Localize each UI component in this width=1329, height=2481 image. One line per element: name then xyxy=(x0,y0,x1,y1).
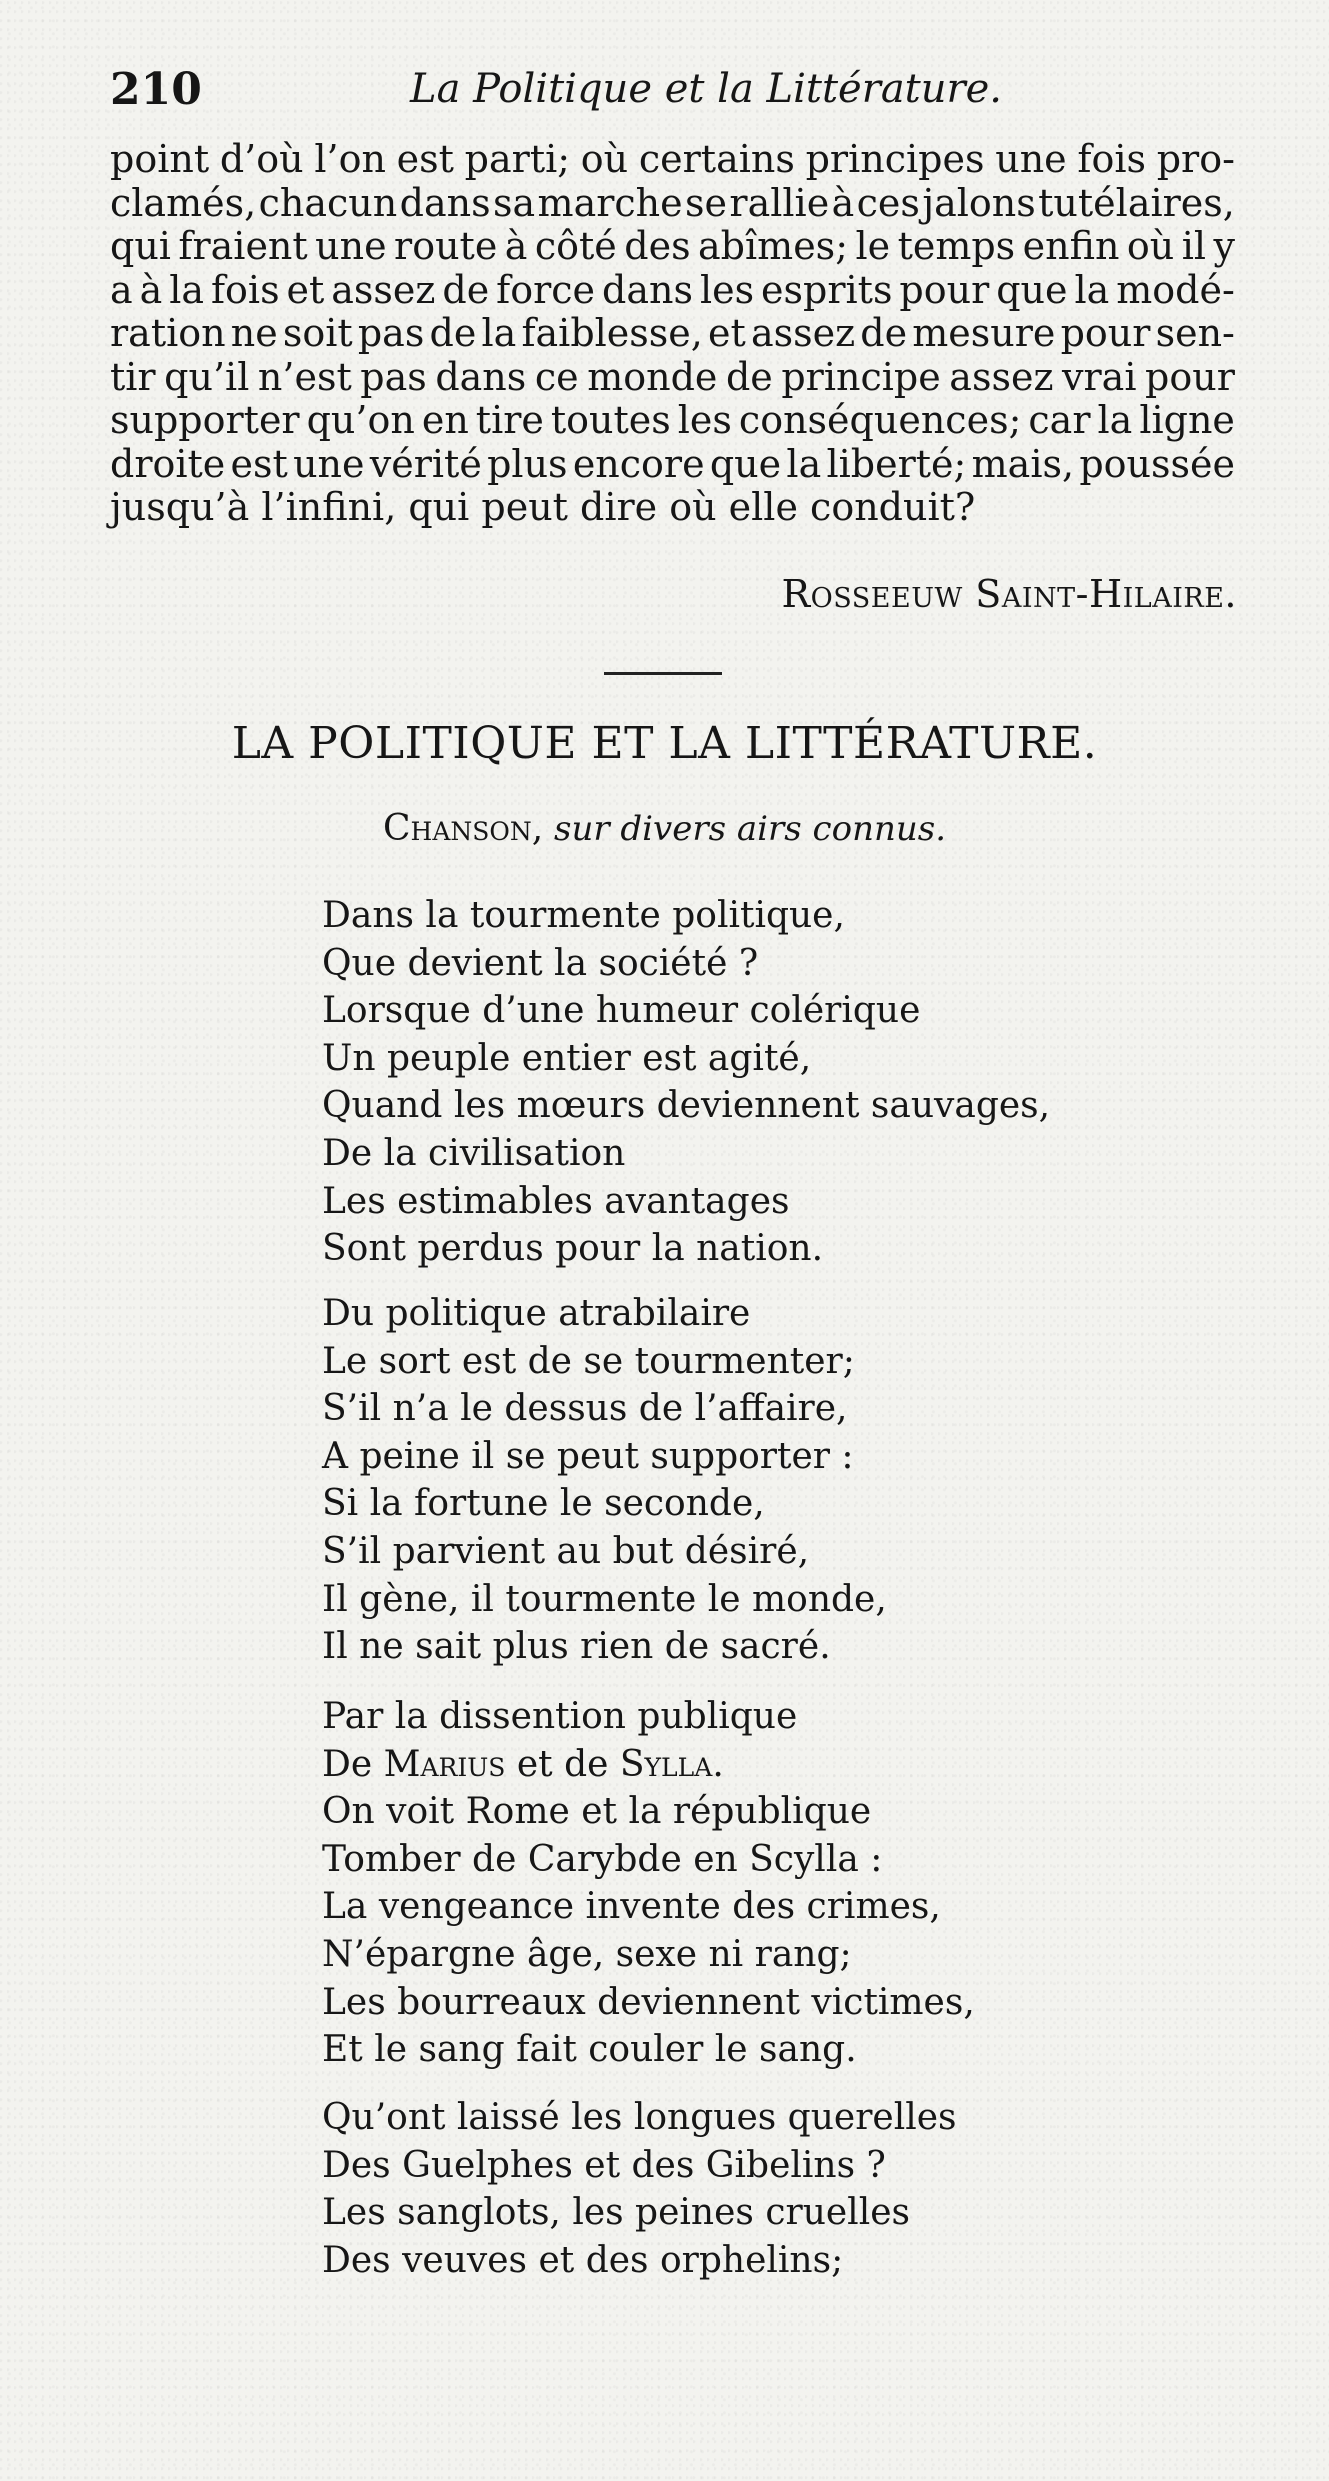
prose-word: ligne xyxy=(1139,398,1235,442)
prose-line xyxy=(110,443,1235,487)
prose-word: monde xyxy=(587,354,718,399)
verse-line: S’il n’a le dessus de l’affaire, xyxy=(322,1388,848,1430)
prose-word: esprits xyxy=(761,267,893,312)
prose-word: il xyxy=(1181,224,1206,268)
prose-word: assez xyxy=(750,311,856,355)
prose-word: et xyxy=(286,267,325,312)
prose-word: car xyxy=(1028,398,1091,442)
prose-word: a xyxy=(110,267,133,312)
prose-word: est xyxy=(396,137,454,181)
prose-word: est xyxy=(230,441,288,486)
verse-line: Dans la tourmente politique, xyxy=(322,895,845,936)
prose-word: une xyxy=(995,137,1067,181)
prose-word: qu’il xyxy=(164,354,250,399)
verse-line: Lorsque d’une humeur colérique xyxy=(322,990,921,1032)
prose-word: de xyxy=(429,311,477,355)
prose-word: de xyxy=(725,354,773,399)
verse-line: Et le sang fait couler le sang. xyxy=(322,2029,857,2071)
prose-word: l’on xyxy=(314,137,386,181)
verse-line: S’il parvient au but désiré, xyxy=(322,1530,810,1572)
prose-word: la xyxy=(169,267,205,312)
prose-word: encore xyxy=(572,441,705,486)
prose-word: faiblesse, xyxy=(521,311,703,355)
prose-line xyxy=(110,225,1235,269)
prose-word: et xyxy=(708,311,746,355)
prose-word: sa xyxy=(492,180,536,225)
prose-word: sen- xyxy=(1155,311,1235,355)
section-divider xyxy=(604,672,722,675)
prose-word: à xyxy=(139,267,163,312)
prose-word: pour xyxy=(899,267,990,312)
prose-word: chacun xyxy=(258,180,398,225)
verse-line: Si la fortune le seconde, xyxy=(322,1483,765,1525)
prose-word: les xyxy=(677,398,732,442)
prose-word: d’où xyxy=(219,137,304,181)
verse-line: De la civilisation xyxy=(322,1132,626,1174)
verse-line: Du politique atrabilaire xyxy=(322,1293,751,1334)
poem-subtitle-tune: sur divers airs connus. xyxy=(554,809,947,849)
prose-word: pour xyxy=(1060,311,1151,355)
prose-word: plus xyxy=(487,441,568,486)
prose-word: la xyxy=(1074,267,1110,312)
prose-word: abîmes; xyxy=(698,224,848,268)
prose-word: ce xyxy=(534,354,579,399)
prose-word: parti; xyxy=(464,137,571,181)
verse-line: Par la dissention publique xyxy=(322,1696,798,1737)
verse-line: N’épargne âge, sexe ni rang; xyxy=(322,1933,852,1975)
prose-word: de xyxy=(860,311,908,355)
verse-line: Les bourreaux deviennent victimes, xyxy=(322,1981,975,2023)
verse-line: Des Guelphes et des Gibelins ? xyxy=(322,2144,886,2186)
prose-word: la xyxy=(1097,398,1133,442)
prose-line xyxy=(110,356,1235,400)
prose-line xyxy=(110,269,1235,313)
verse-line: Qu’ont laissé les longues querelles xyxy=(322,2097,957,2138)
prose-word: ration xyxy=(110,311,226,355)
prose-word: côté xyxy=(534,224,617,268)
prose-word: qu’on xyxy=(306,398,415,442)
page-number: 210 xyxy=(110,64,202,115)
verse-line: Sont perdus pour la nation. xyxy=(322,1228,824,1270)
prose-word: temps xyxy=(897,224,1016,268)
prose-word: les xyxy=(699,267,755,312)
verse-line: Il gène, il tourmente le monde, xyxy=(322,1578,887,1620)
prose-word: une xyxy=(293,441,365,486)
prose-word: route xyxy=(394,224,498,268)
prose-word: que xyxy=(996,267,1068,312)
verse-line: Il ne sait plus rien de sacré. xyxy=(322,1626,831,1668)
prose-word: vérité xyxy=(369,441,482,486)
prose-word: supporter xyxy=(110,398,300,442)
stanza-4 xyxy=(322,2094,1222,2284)
verse-line: On voit Rome et la république xyxy=(322,1791,872,1833)
prose-word: dans xyxy=(602,267,693,312)
prose-word: rallie xyxy=(729,180,830,225)
prose-line xyxy=(110,182,1235,226)
verse-fragment: et de xyxy=(505,1743,620,1785)
prose-line: jusqu’à l’infini, qui peut dire où elle conduit? xyxy=(110,485,976,529)
prose-word: poussée xyxy=(1079,441,1235,486)
verse-fragment: . xyxy=(712,1743,724,1785)
verse-line: La vengeance invente des crimes, xyxy=(322,1886,941,1928)
prose-word: jalons xyxy=(922,180,1036,225)
prose-word: principe xyxy=(781,354,941,399)
prose-word: en xyxy=(421,398,469,442)
prose-word: ne xyxy=(230,311,278,355)
prose-word: à xyxy=(831,180,855,225)
verse-line: Les sanglots, les peines cruelles xyxy=(322,2192,910,2234)
prose-word: principes xyxy=(805,137,985,181)
verse-line: Le sort est de se tourmenter; xyxy=(322,1340,855,1382)
prose-word: assez xyxy=(331,267,436,312)
prose-word: pour xyxy=(1145,354,1235,399)
prose-word: n’est xyxy=(257,354,352,399)
prose-word: clamés, xyxy=(110,180,257,225)
stanza-2 xyxy=(322,1290,1222,1671)
prose-word: à xyxy=(504,224,528,268)
prose-word: le xyxy=(855,224,891,268)
verse-line: A peine il se peut supporter : xyxy=(322,1435,854,1477)
prose-word: certains xyxy=(638,137,795,181)
prose-word: conséquences; xyxy=(738,398,1022,442)
prose-word: ces xyxy=(856,180,920,225)
verse-line xyxy=(322,1741,1222,1789)
prose-word: dans xyxy=(399,180,491,225)
prose-word: la xyxy=(481,311,517,355)
prose-word: où xyxy=(580,137,629,181)
verse-fragment: De xyxy=(322,1743,384,1785)
prose-word: vrai xyxy=(1062,354,1137,399)
prose-word: dans xyxy=(435,354,527,399)
poem-title: LA POLITIQUE ET LA LITTÉRATURE. xyxy=(231,718,1098,769)
stanza-1 xyxy=(322,892,1222,1273)
prose-word: toutes xyxy=(550,398,671,442)
page-header xyxy=(110,64,1230,124)
prose-word: liberté; xyxy=(826,441,967,486)
prose-word: que xyxy=(709,441,782,486)
prose-word: qui xyxy=(110,224,171,268)
prose-word: soit xyxy=(282,311,353,355)
prose-word: se xyxy=(685,180,728,225)
verse-line: Un peuple entier est agité, xyxy=(322,1037,812,1079)
poem-subtitle xyxy=(0,808,1329,849)
prose-word: tir xyxy=(110,354,156,399)
prose-line xyxy=(110,399,1235,443)
prose-word: tutélaires, xyxy=(1038,180,1235,225)
name-sylla: Sylla xyxy=(619,1743,713,1785)
prose-line xyxy=(110,138,1235,182)
prose-word: mesure xyxy=(912,311,1056,355)
prose-word: modé- xyxy=(1116,267,1235,312)
prose-word: fraient xyxy=(178,224,308,268)
prose-word: pas xyxy=(360,354,427,399)
prose-word: force xyxy=(496,267,596,312)
prose-word: une xyxy=(315,224,387,268)
prose-word: pro- xyxy=(1156,137,1235,181)
prose-word: assez xyxy=(949,354,1054,399)
prose-word: fois xyxy=(1077,137,1146,181)
prose-word: enfin xyxy=(1022,224,1120,268)
running-title: La Politique et la Littérature. xyxy=(410,66,1003,112)
author-signature: Rosseeuw Saint-Hilaire. xyxy=(781,572,1237,616)
prose-word: fois xyxy=(210,267,280,312)
prose-word: où xyxy=(1126,224,1175,268)
poem-subtitle-genre: Chanson, xyxy=(382,808,544,849)
verse-line: Quand les mœurs deviennent sauvages, xyxy=(322,1085,1051,1127)
prose-word: la xyxy=(786,441,822,486)
prose-word: de xyxy=(442,267,490,312)
prose-word: point xyxy=(110,137,210,181)
prose-word: pas xyxy=(357,311,425,355)
prose-paragraph xyxy=(110,138,1235,530)
verse-line: Des veuves et des orphelins; xyxy=(322,2239,844,2281)
prose-word: marche xyxy=(537,180,683,225)
stanza-3 xyxy=(322,1693,1222,2074)
prose-word: des xyxy=(624,224,691,268)
name-marius: Marius xyxy=(383,1743,506,1785)
prose-line xyxy=(110,312,1235,356)
verse-line: Tomber de Carybde en Scylla : xyxy=(322,1838,883,1880)
prose-word: tire xyxy=(475,398,544,442)
prose-word: mais, xyxy=(971,441,1075,486)
verse-line: Les estimables avantages xyxy=(322,1180,790,1222)
prose-word: droite xyxy=(110,441,226,486)
verse-line: Que devient la société ? xyxy=(322,942,759,984)
prose-word: y xyxy=(1213,224,1235,268)
